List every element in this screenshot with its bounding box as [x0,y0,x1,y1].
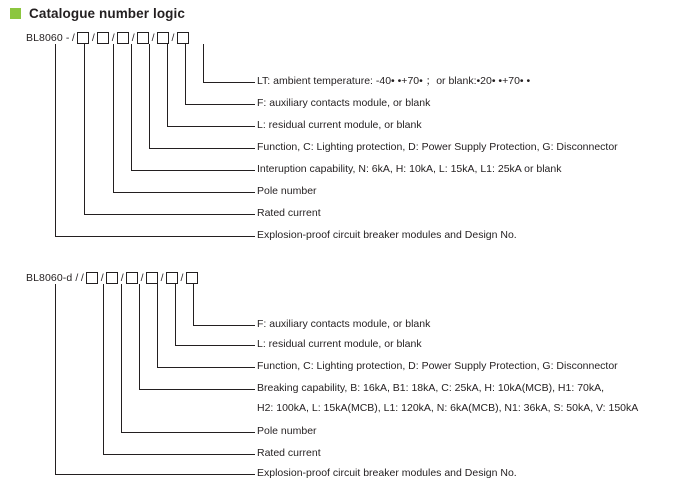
code-slot-1 [86,272,98,284]
code-slot-5 [166,272,178,284]
code-separator: / [180,272,184,284]
leader-line-vertical-1 [113,44,114,192]
code-slot-4 [146,272,158,284]
leader-line-vertical-d5 [175,284,176,345]
leader-line-horizontal-model-d [55,474,255,475]
leader-line-vertical-model-d [55,284,56,474]
leader-line-horizontal-d3 [139,389,255,390]
leader-line-horizontal-4 [167,126,255,127]
leader-line-horizontal-5 [185,104,255,105]
code-separator: / [80,272,84,284]
legend-label-breaking-capability-line1: Breaking capability, B: 16kA, B1: 18kA, C: 25kA, H: 10kA(MCB), H1: 70kA, [257,382,605,394]
leader-line-vertical-4 [167,44,168,126]
leader-line-horizontal-6 [203,82,255,83]
leader-line-vertical-d4 [157,284,158,367]
page-header [10,6,185,21]
leader-line-horizontal-d2 [121,432,255,433]
code-separator: / [120,272,124,284]
code-separator: / [151,32,155,44]
code-slot-6 [177,32,189,44]
code-slot-1 [77,32,89,44]
code-prefix-bl8060: BL8060 - [26,32,70,44]
catalogue-code-bl8060 [26,32,189,44]
legend-label-lt: LT: ambient temperature: -40• •+70• ；or blank:•20• •+70• • [257,75,531,87]
legend-label-breaking-capability-line2: H2: 100kA, L: 15kA(MCB), L1: 120kA, N: 6kA(MCB), N1: 36kA, S: 50kA, V: 150kA [257,402,639,414]
catalogue-code-bl8060-d [26,272,198,284]
leader-line-horizontal-2 [131,170,255,171]
code-slot-3 [117,32,129,44]
code-separator: / [91,32,95,44]
code-slot-4 [137,32,149,44]
page-title: Catalogue number logic [29,6,185,21]
leader-line-horizontal-d4 [157,367,255,368]
legend-label-pole-number-d: Pole number [257,425,317,437]
leader-line-horizontal-rated-current [84,214,255,215]
legend-label-interruption-capability: Interuption capability, N: 6kA, H: 10kA, L: 15kA, L1: 25kA or blank [257,163,562,175]
code-separator: / [140,272,144,284]
code-separator: / [131,32,135,44]
code-slot-2 [97,32,109,44]
leader-line-vertical-5 [185,44,186,104]
legend-label-f-d: F: auxiliary contacts module, or blank [257,318,431,330]
leader-line-vertical-d1 [103,284,104,454]
leader-line-horizontal-d1 [103,454,255,455]
legend-label-f: F: auxiliary contacts module, or blank [257,97,431,109]
leader-line-horizontal-1 [113,192,255,193]
code-slot-6 [186,272,198,284]
code-separator: / [160,272,164,284]
leader-line-vertical-d2 [121,284,122,432]
legend-label-function-d: Function, C: Lighting protection, D: Power Supply Protection, G: Disconnector [257,360,618,372]
code-prefix-bl8060-d: BL8060-d / [26,272,79,284]
leader-line-vertical-model [55,44,56,236]
legend-label-function: Function, C: Lighting protection, D: Power Supply Protection, G: Disconnector [257,141,618,153]
legend-label-rated-current: Rated current [257,207,321,219]
leader-line-vertical-rated-current [84,44,85,214]
leader-line-vertical-d6 [193,284,194,325]
leader-line-horizontal-3 [149,148,255,149]
code-separator: / [111,32,115,44]
leader-line-vertical-2 [131,44,132,170]
leader-line-horizontal-d6 [193,325,255,326]
leader-line-vertical-6 [203,44,204,82]
legend-label-l-d: L: residual current module, or blank [257,338,422,350]
green-square-icon [10,8,21,19]
legend-label-model: Explosion-proof circuit breaker modules and Design No. [257,229,517,241]
code-slot-2 [106,272,118,284]
legend-label-model-d: Explosion-proof circuit breaker modules and Design No. [257,467,517,479]
leader-line-horizontal-model [55,236,255,237]
leader-line-vertical-d3 [139,284,140,389]
code-slot-5 [157,32,169,44]
legend-label-l: L: residual current module, or blank [257,119,422,131]
leader-line-vertical-3 [149,44,150,148]
legend-label-pole-number: Pole number [257,185,317,197]
code-slot-3 [126,272,138,284]
legend-label-rated-current-d: Rated current [257,447,321,459]
code-separator: / [100,272,104,284]
code-separator: / [171,32,175,44]
code-separator: / [71,32,75,44]
leader-line-horizontal-d5 [175,345,255,346]
